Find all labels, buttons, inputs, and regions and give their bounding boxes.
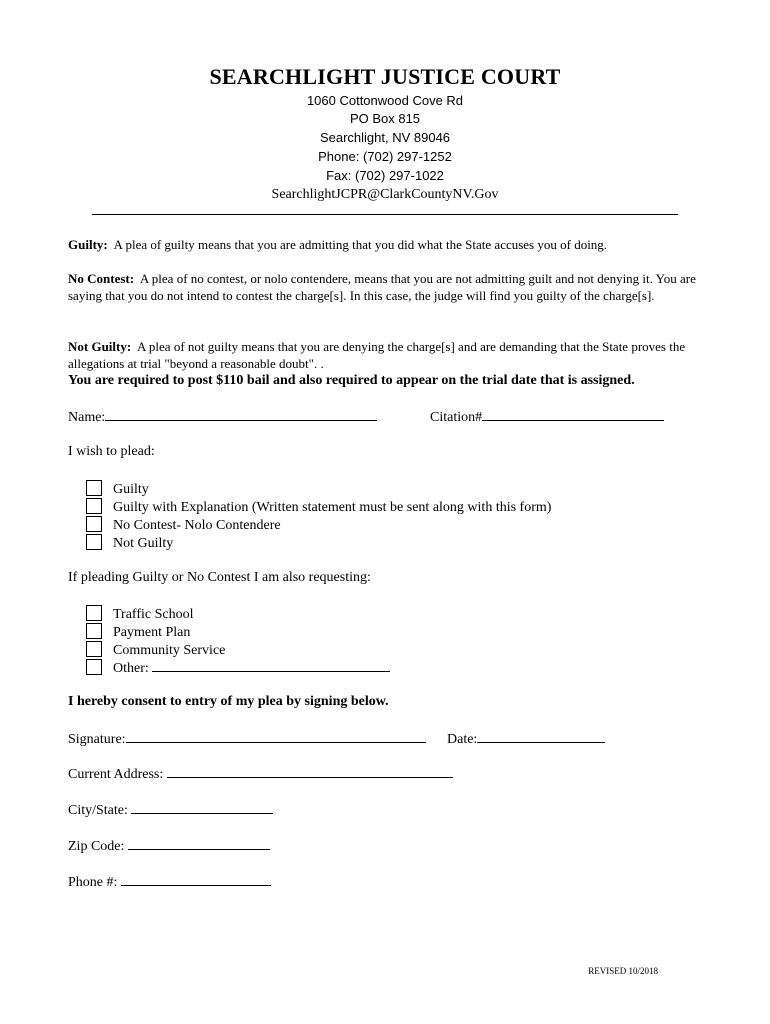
date-label: Date: xyxy=(447,732,478,747)
request-option-other[interactable] xyxy=(86,659,390,677)
checkbox[interactable] xyxy=(86,605,102,621)
checkbox[interactable] xyxy=(86,641,102,657)
citation-input-line[interactable] xyxy=(482,408,664,421)
city-state-label: City/State: xyxy=(68,803,128,818)
option-label: Traffic School xyxy=(113,607,194,622)
header-divider xyxy=(92,214,678,215)
guilty-term: Guilty: xyxy=(68,237,108,252)
option-label: Not Guilty xyxy=(113,536,174,551)
zip-code-label: Zip Code: xyxy=(68,839,125,854)
request-option-payment-plan[interactable] xyxy=(86,623,190,641)
name-field[interactable] xyxy=(68,408,377,426)
checkbox[interactable] xyxy=(86,516,102,532)
option-label: Payment Plan xyxy=(113,625,191,640)
option-label: Other: xyxy=(113,661,149,676)
date-field[interactable] xyxy=(447,730,605,748)
zip-code-input-line[interactable] xyxy=(128,837,270,850)
checkbox[interactable] xyxy=(86,534,102,550)
plea-option-guilty[interactable] xyxy=(86,480,149,498)
address-field[interactable] xyxy=(68,765,453,783)
option-label: Community Service xyxy=(113,643,226,658)
checkbox[interactable] xyxy=(86,659,102,675)
court-title: SEARCHLIGHT JUSTICE COURT xyxy=(209,64,561,89)
no-contest-term: No Contest: xyxy=(68,271,135,286)
option-label: No Contest- Nolo Contendere xyxy=(113,518,281,533)
address-label: Current Address: xyxy=(68,767,164,782)
fax-line: Fax: (702) 297-1022 xyxy=(326,168,444,183)
address-line-po-box: PO Box 815 xyxy=(349,111,421,126)
option-label: Guilty with Explanation (Written statement must be sent along with this form) xyxy=(113,500,552,515)
citation-label: Citation# xyxy=(430,410,483,425)
phone-label: Phone #: xyxy=(68,875,118,890)
plea-option-guilty-explanation[interactable] xyxy=(86,498,551,516)
date-input-line[interactable] xyxy=(477,730,605,743)
checkbox[interactable] xyxy=(86,623,102,639)
requests-prompt: If pleading Guilty or No Contest I am also requesting: xyxy=(68,570,371,585)
name-input-line[interactable] xyxy=(105,408,377,421)
citation-field[interactable] xyxy=(430,408,664,426)
phone-field[interactable] xyxy=(68,873,271,891)
phone-line: Phone: (702) 297-1252 xyxy=(318,149,452,164)
name-label: Name: xyxy=(68,410,106,425)
checkbox[interactable] xyxy=(86,480,102,496)
checkbox[interactable] xyxy=(86,498,102,514)
court-email: SearchlightJCPR@ClarkCountyNV.Gov xyxy=(271,187,499,202)
plea-option-no-contest[interactable] xyxy=(86,516,281,534)
zip-code-field[interactable] xyxy=(68,837,270,855)
signature-field[interactable] xyxy=(68,730,426,748)
address-line-city: Searchlight, NV 89046 xyxy=(319,130,451,145)
guilty-text: A plea of guilty means that you are admitting that you did what the State accuses you of doing. xyxy=(113,237,608,252)
not-guilty-term: Not Guilty: xyxy=(68,339,132,354)
phone-input-line[interactable] xyxy=(121,873,271,886)
not-guilty-definition xyxy=(68,339,698,372)
consent-statement: I hereby consent to entry of my plea by signing below. xyxy=(68,694,389,709)
signature-label: Signature: xyxy=(68,732,126,747)
bail-requirement: You are required to post $110 bail and also required to appear on the trial date that is assigned. xyxy=(68,373,635,388)
request-option-traffic-school[interactable] xyxy=(86,605,194,623)
no-contest-text: A plea of no contest, or nolo contendere, means that you are not admitting guilt and not denying it. You are saying that you do not intend to contest the charge[s]. In this case, the judge will find you guilty of the charge[s]. xyxy=(68,271,696,303)
option-label: Guilty xyxy=(113,482,149,497)
address-input-line[interactable] xyxy=(167,765,453,778)
no-contest-definition xyxy=(68,271,698,304)
city-state-field[interactable] xyxy=(68,801,273,819)
address-line-street: 1060 Cottonwood Cove Rd xyxy=(306,93,464,108)
other-input-line[interactable] xyxy=(152,659,390,672)
signature-input-line[interactable] xyxy=(126,730,426,743)
guilty-definition xyxy=(68,237,698,254)
not-guilty-text: A plea of not guilty means that you are denying the charge[s] and are demanding that the State proves the allegations at trial "beyond a reasonable doubt". . xyxy=(68,339,686,371)
revision-note: REVISED 10/2018 xyxy=(588,966,658,976)
request-option-community-service[interactable] xyxy=(86,641,225,659)
plea-option-not-guilty[interactable] xyxy=(86,534,173,552)
city-state-input-line[interactable] xyxy=(131,801,273,814)
plea-prompt: I wish to plead: xyxy=(68,444,155,459)
